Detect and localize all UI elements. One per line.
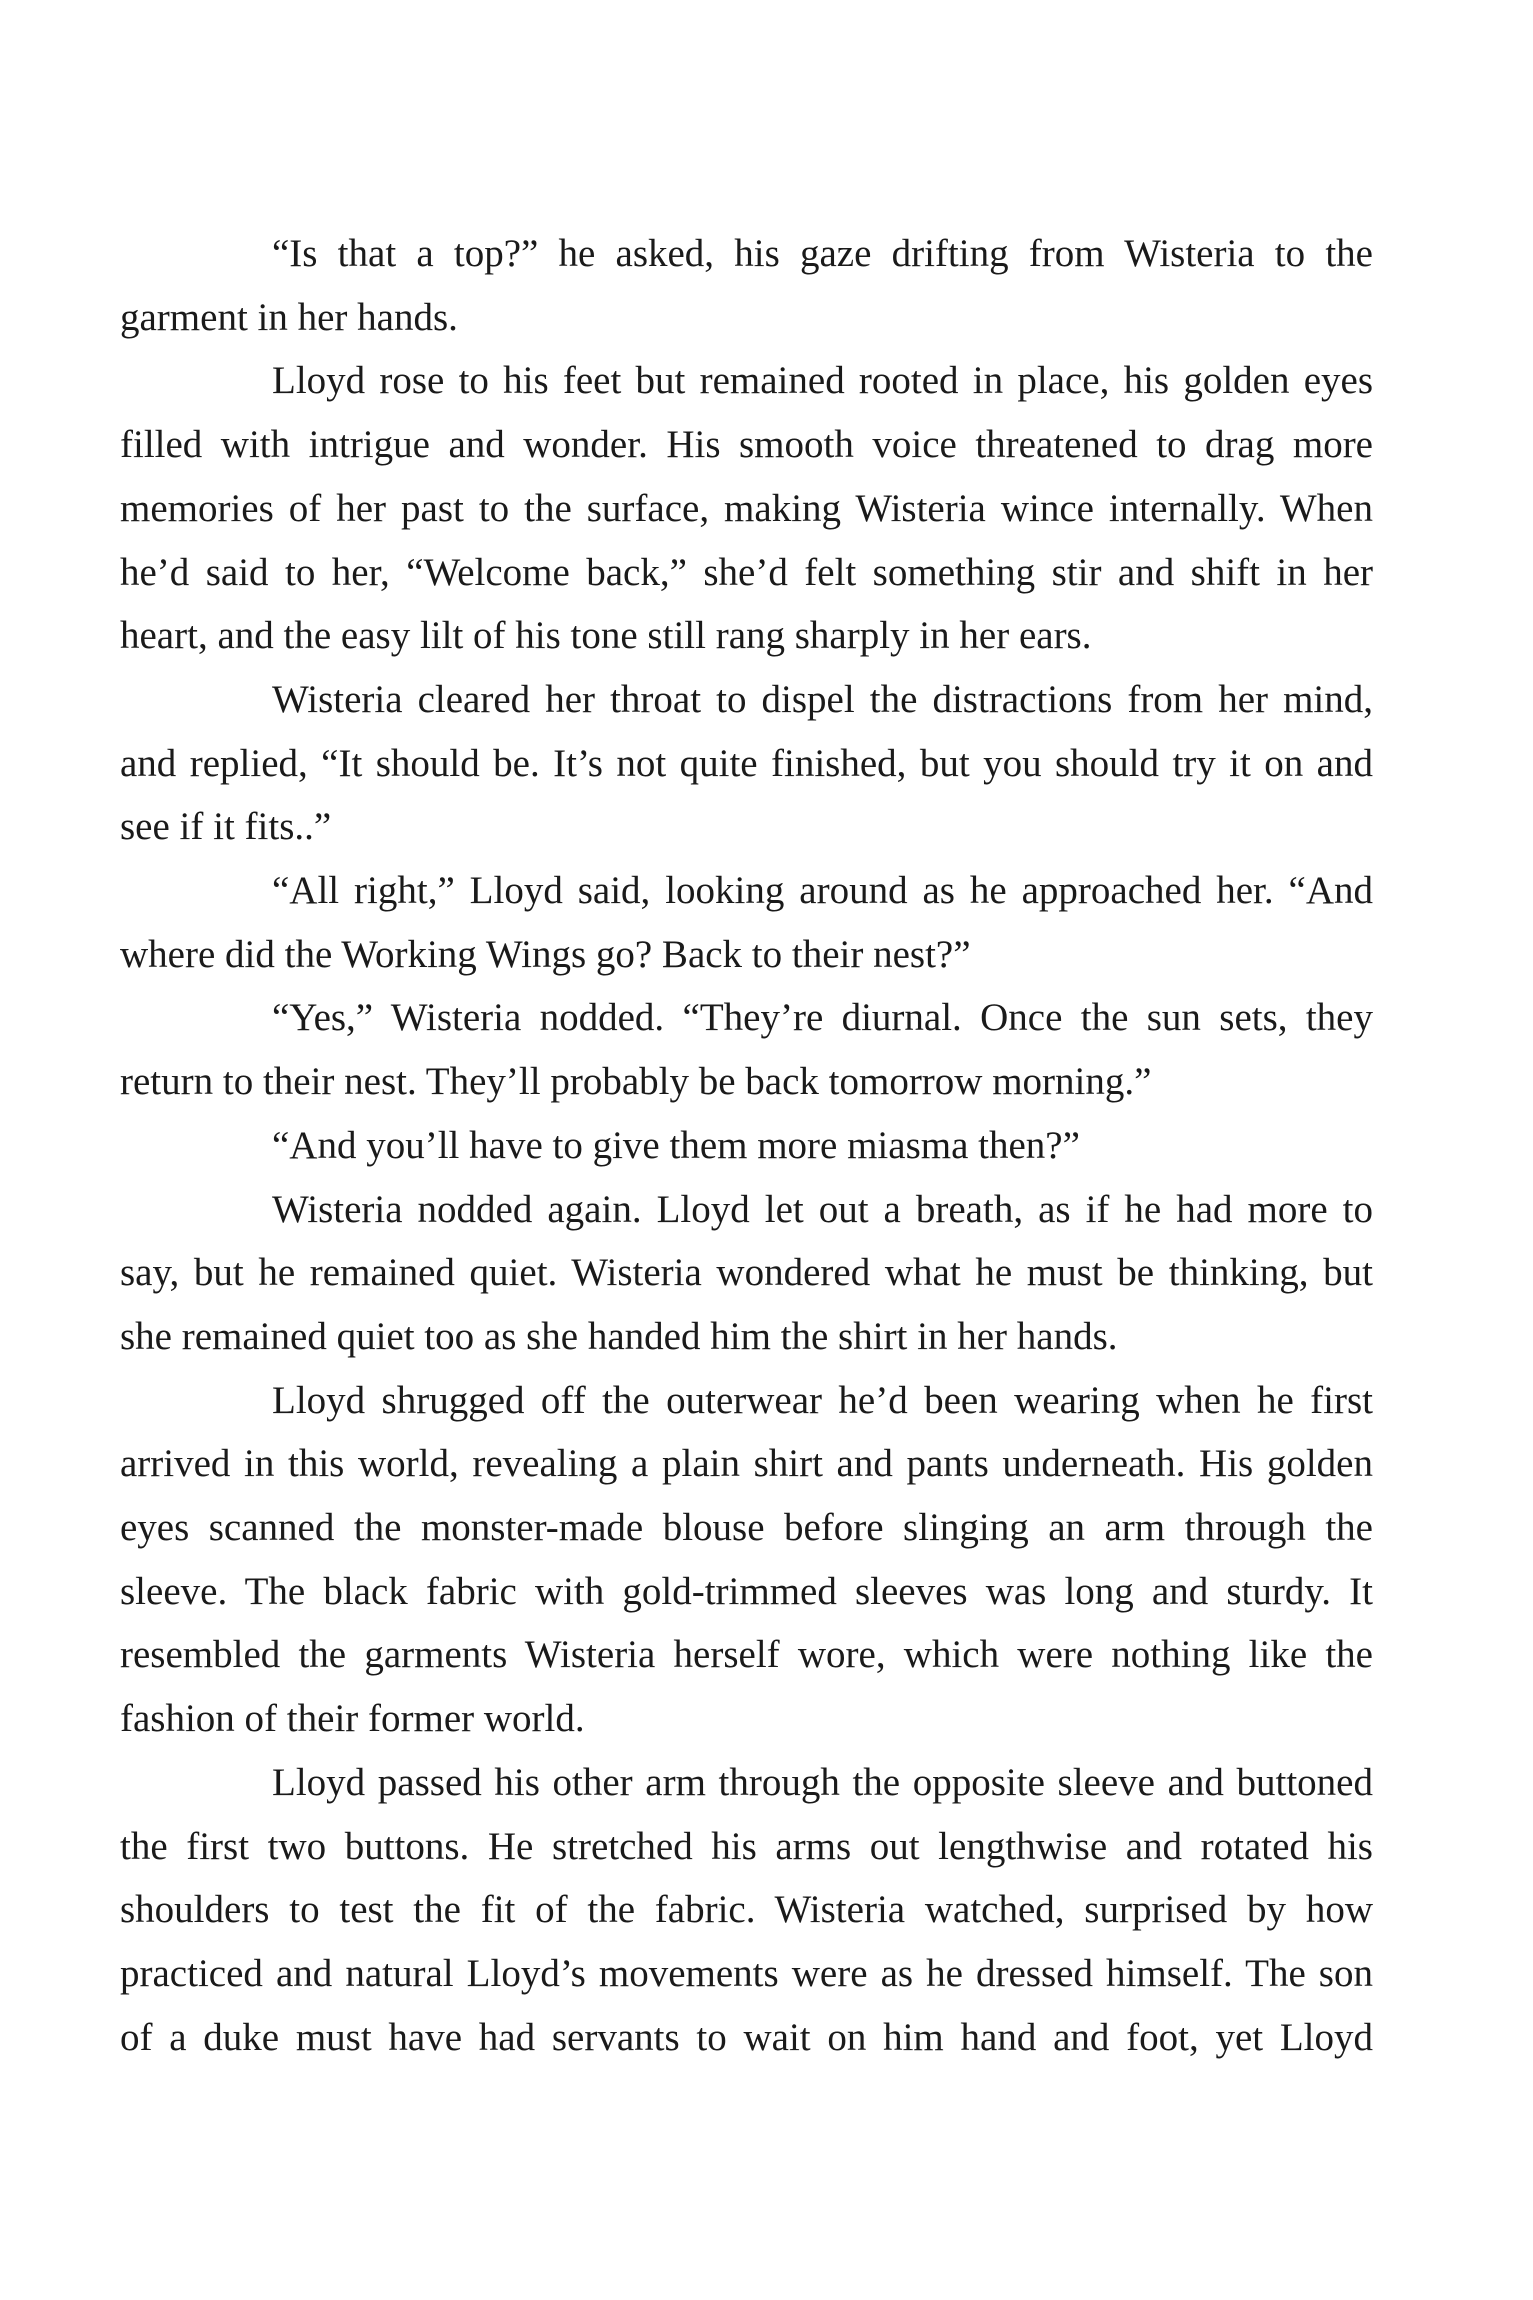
paragraph: Wisteria nodded again. Lloyd let out a breath, as if he had more to say, but he remained quiet. Wisteria wondered what he must be thinking, but she remained quiet too as she handed him the shirt in her hands. [120,1187,1373,1358]
paragraph: “Yes,” Wisteria nodded. “They’re diurnal. Once the sun sets, they return to their nest. They’ll probably be back tomorrow morning.” [120,996,1373,1104]
paragraph: “And you’ll have to give them more miasma then?” [272,1123,1080,1167]
paragraph: Lloyd shrugged off the outerwear he’d been wearing when he first arrived in this world, revealing a plain shirt and pants underneath. His golden eyes scanned the monster-made blouse before slinging an arm through the sleeve. The black fabric with gold-trimmed sleeves was long and sturdy. It resembled the garments Wisteria herself wore, which were nothing like the fashion of their former world. [120,1378,1373,1741]
page-body [120,222,1373,2069]
paragraph: Wisteria cleared her throat to dispel the distractions from her mind, and replied, “It should be. It’s not quite finished, but you should try it on and see if it fits..” [120,677,1373,849]
paragraph: “All right,” Lloyd said, looking around as he approached her. “And where did the Working Wings go? Back to their nest?” [120,869,1373,976]
paragraph: “Is that a top?” he asked, his gaze drifting from Wisteria to the garment in her hands. [120,232,1373,339]
paragraph: Lloyd passed his other arm through the opposite sleeve and buttoned the first two buttons. He stretched his arms out lengthwise and rotated his shoulders to test the fit of the fabric. Wisteria watched, surprised by how practiced and natural Lloyd’s movements were as he dressed himself. The son of a duke must have had servants to wait on him hand and foot, yet Lloyd [120,1760,1373,2059]
paragraph: Lloyd rose to his feet but remained rooted in place, his golden eyes filled with intrigue and wonder. His smooth voice threatened to drag more memories of her past to the surface, making Wisteria wince internally. When he’d said to her, “Welcome back,” she’d felt something stir and shift in her heart, and the easy lilt of his tone still rang sharply in her ears. [120,359,1373,658]
